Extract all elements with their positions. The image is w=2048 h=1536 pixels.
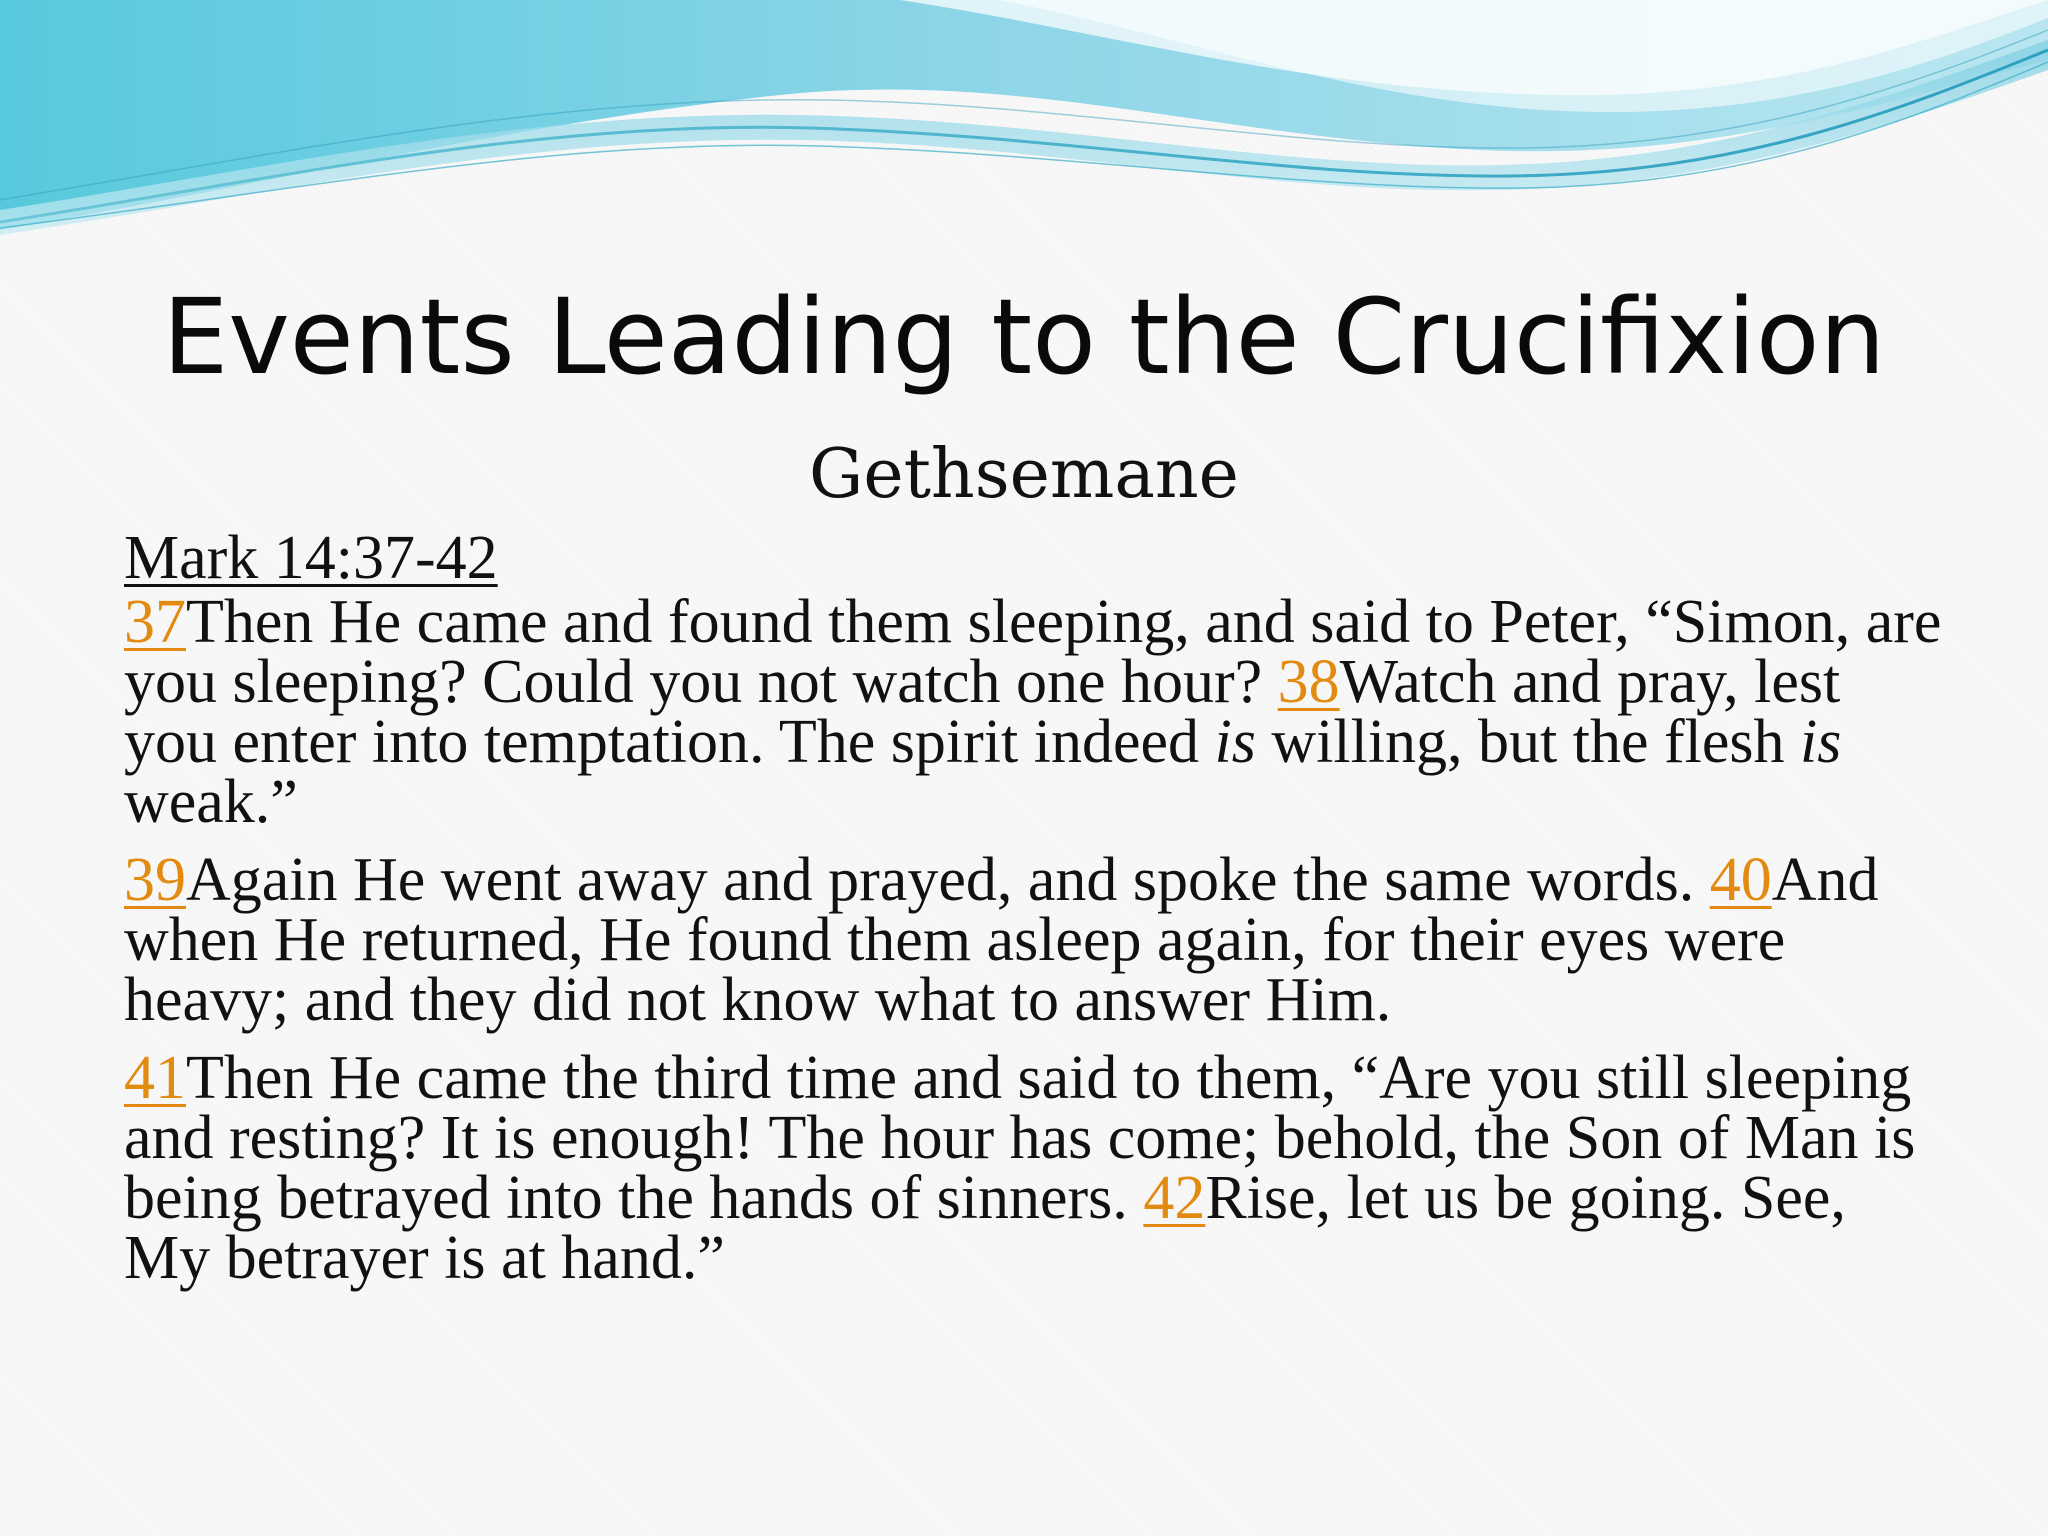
verse-number-link[interactable]: 39: [124, 846, 186, 914]
verse-text: Then He came and found them sleeping, and said to Peter, “Simon, are you sleeping? Could you not watch one hour?: [124, 588, 1942, 716]
verse-text: Rise, let us be going. See, My betrayer is at hand.”: [124, 1164, 1846, 1292]
verse-number-link[interactable]: 41: [124, 1044, 186, 1112]
verse-text: Then He came the third time and said to them, “Are you still sleeping and resting? It is enough! The hour has come; behold, the Son of Man is being betrayed into the hands of sinners.: [124, 1044, 1916, 1232]
slide-title: Events Leading to the Crucifixion: [162, 276, 1886, 398]
wave-decoration: [0, 0, 2048, 260]
verse-paragraph: [124, 1044, 1944, 1292]
verse-italic-text: is: [1214, 708, 1256, 776]
verse-number-link[interactable]: 37: [124, 588, 186, 656]
scripture-reference: Mark 14:37-42: [124, 524, 498, 592]
verse-text: And when He returned, He found them asleep again, for their eyes were heavy; and they did not know what to answer Him.: [124, 846, 1879, 1034]
verse-number-link[interactable]: 42: [1143, 1164, 1206, 1232]
verse-paragraph: [124, 588, 1944, 836]
scripture-body: [124, 524, 1944, 1306]
verse-number-link[interactable]: 40: [1709, 846, 1772, 914]
verse-italic-text: is: [1800, 708, 1842, 776]
verse-text: Again He went away and prayed, and spoke the same words.: [186, 846, 1710, 914]
verse-paragraph: [124, 846, 1944, 1034]
verse-text: willing, but the flesh: [1255, 708, 1801, 776]
verse-text: Watch and pray, lest you enter into temptation. The spirit indeed: [124, 648, 1841, 776]
verse-text: weak.”: [124, 768, 298, 836]
verse-number-link[interactable]: 38: [1277, 648, 1340, 716]
slide-subtitle: Gethsemane: [809, 435, 1239, 514]
